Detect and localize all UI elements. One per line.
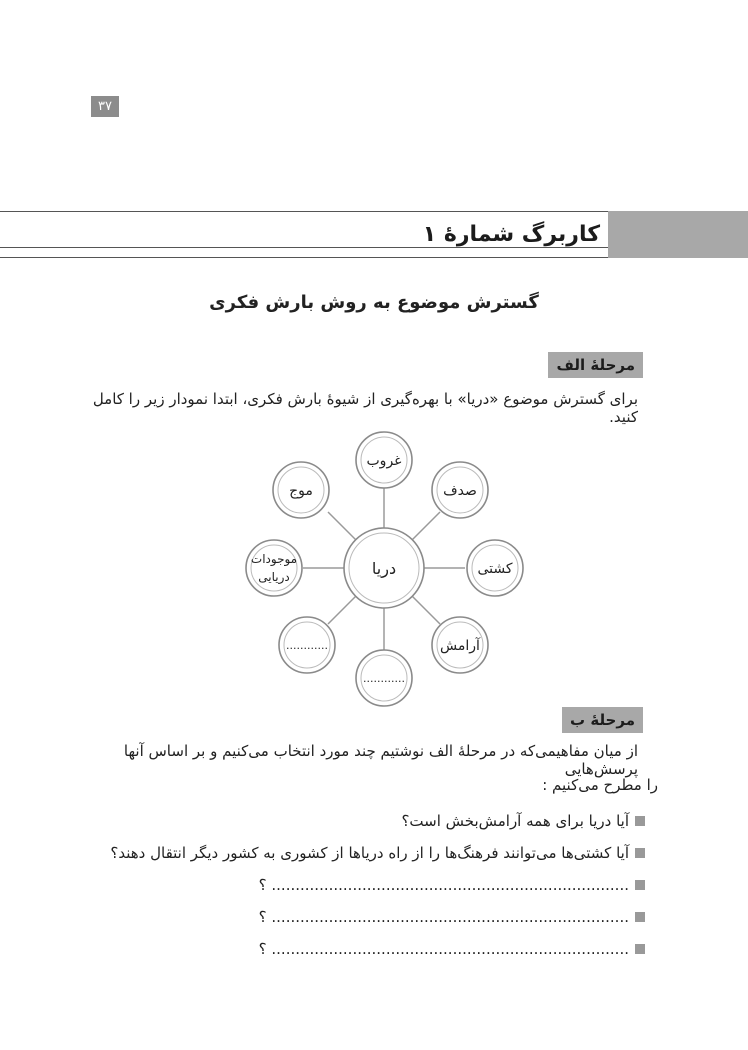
question-list — [100, 805, 645, 965]
stage-a-instruction: برای گسترش موضوع «دریا» با بهره‌گیری از شیوهٔ بارش فکری، ابتدا نمودار زیر را کامل کنید. — [92, 390, 638, 426]
square-bullet-icon — [635, 816, 645, 826]
page-number: ۳۷ — [91, 96, 119, 117]
answer-blank: ........................................................................... ؟ — [258, 908, 629, 926]
node-label: دریایی — [258, 570, 290, 584]
section-subtitle: گسترش موضوع به روش بارش فکری — [209, 292, 539, 313]
question-item — [100, 805, 645, 837]
question-text: آیا دریا برای همه آرامش‌بخش است؟ — [401, 812, 629, 830]
question-item — [100, 933, 645, 965]
question-item — [100, 837, 645, 869]
question-text: آیا کشتی‌ها می‌توانند فرهنگ‌ها را از راه دریاها از کشوری به کشور دیگر انتقال دهند؟ — [110, 844, 629, 862]
center-label: دریا — [371, 559, 397, 578]
node-label: صدف — [443, 483, 477, 499]
square-bullet-icon — [635, 880, 645, 890]
question-item — [100, 869, 645, 901]
answer-blank: ........................................................................... ؟ — [258, 876, 629, 894]
square-bullet-icon — [635, 848, 645, 858]
question-item — [100, 901, 645, 933]
worksheet-title: کاربرگ شمارهٔ ۱ — [422, 222, 600, 247]
node-blank: ............ — [363, 672, 405, 685]
stage-b-paragraph-line1: از میان مفاهیمی‌که در مرحلهٔ الف نوشتیم چند مورد انتخاب می‌کنیم و بر اساس آنها پرسش‌هایی — [123, 742, 638, 778]
node-label: موجودات — [250, 552, 298, 566]
node-label: موج — [289, 483, 313, 499]
answer-blank: ........................................................................... ؟ — [258, 940, 629, 958]
square-bullet-icon — [635, 912, 645, 922]
stage-b-paragraph-line2: را مطرح می‌کنیم : — [542, 776, 658, 794]
stage-b-label: مرحلهٔ ب — [562, 707, 643, 733]
node-label: غروب — [366, 453, 402, 469]
node-label: آرامش — [440, 638, 480, 654]
stage-a-label: مرحلهٔ الف — [548, 352, 643, 378]
node-blank: ............ — [286, 639, 328, 652]
square-bullet-icon — [635, 944, 645, 954]
node-label: کشتی — [477, 561, 513, 577]
